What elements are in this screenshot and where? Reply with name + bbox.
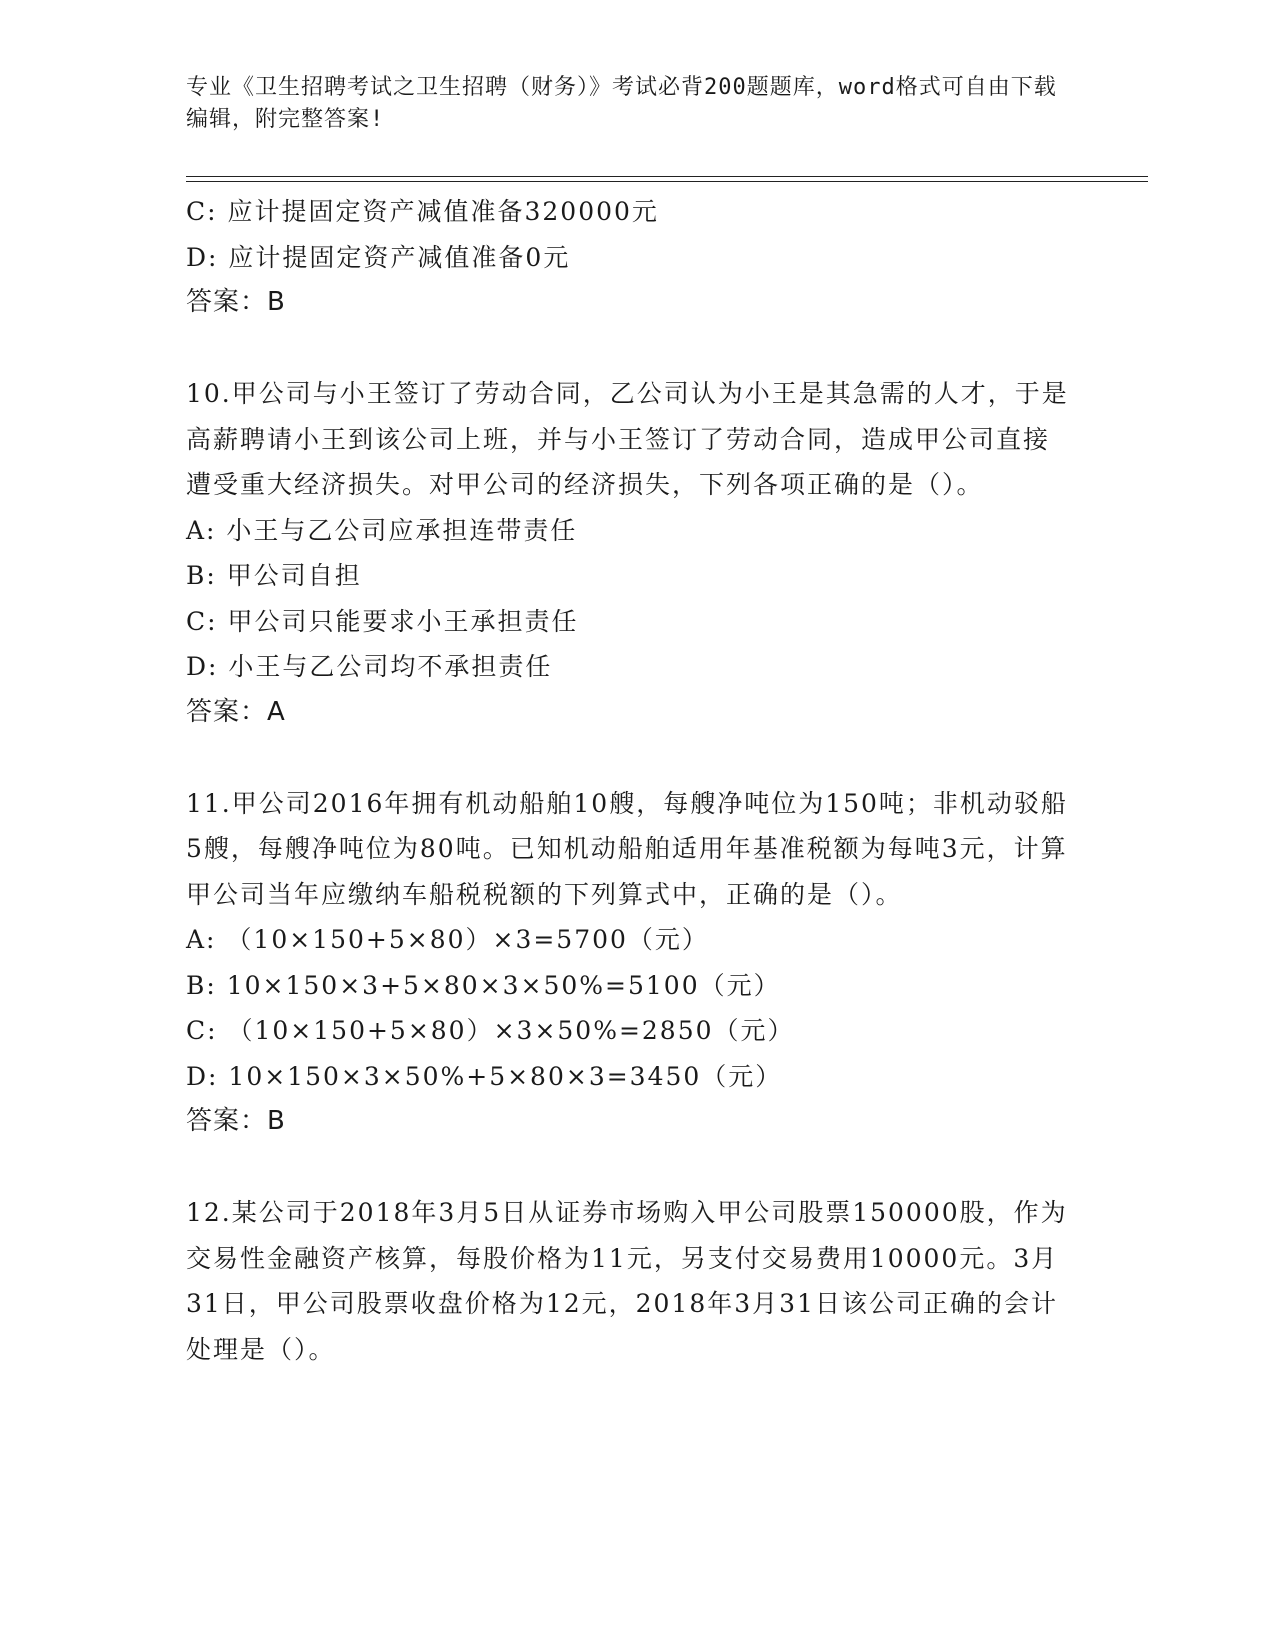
- option-a: A: 小王与乙公司应承担连带责任: [186, 515, 578, 545]
- header-divider-top: [186, 176, 1148, 177]
- option-d: D: 小王与乙公司均不承担责任: [186, 652, 553, 681]
- option-c: C: 甲公司只能要求小王承担责任: [186, 606, 579, 636]
- question-stem: 11.甲公司2016年拥有机动船舶10艘，每艘净吨位为150吨；非机动驳船5艘，每艘净吨位为80吨。已知机动船舶适用年基准税额为每吨3元，计算甲公司当年应缴纳车船税税额的下列算式中，正确的是（）。: [186, 788, 1068, 909]
- spacer: [186, 735, 1076, 781]
- option-a: A: （10×150+5×80）×3=5700（元）: [186, 925, 709, 954]
- question-11: [186, 781, 1076, 1145]
- spacer: [186, 1145, 1076, 1191]
- question-10: [186, 371, 1076, 735]
- answer-label: 答案：B: [186, 1106, 286, 1136]
- question-stem: 10.甲公司与小王签订了劳动合同，乙公司认为小王是其急需的人才，于是高薪聘请小王到该公司上班，并与小王签订了劳动合同，造成甲公司直接遭受重大经济损失。对甲公司的经济损失，下列各项正确的是（）。: [186, 379, 1069, 499]
- document-title: 专业《卫生招聘考试之卫生招聘（财务）》考试必背200题题库，word格式可自由下载编辑，附完整答案!: [186, 75, 1057, 132]
- option-d: D: 10×150×3×50%+5×80×3=3450（元）: [186, 1061, 783, 1091]
- document-body: [186, 189, 1076, 1372]
- question-stem: 12.某公司于2018年3月5日从证券市场购入甲公司股票150000股，作为交易性金融资产核算，每股价格为11元，另支付交易费用10000元。3月31日，甲公司股票收盘价格为12元，2018年3月31日该公司正确的会计处理是（）。: [186, 1198, 1068, 1364]
- option-c: C: （10×150+5×80）×3×50%=2850（元）: [186, 1016, 795, 1045]
- option-b: B: 甲公司自担: [186, 561, 362, 590]
- answer-label: 答案：A: [186, 696, 286, 727]
- option-b: B: 10×150×3+5×80×3×50%=5100（元）: [186, 970, 781, 1000]
- header-divider-bottom: [186, 181, 1148, 182]
- spacer: [186, 326, 1076, 372]
- question-9-tail: [186, 189, 1076, 326]
- option-d: D: 应计提固定资产减值准备0元: [186, 242, 571, 272]
- question-12: [186, 1190, 1076, 1372]
- answer-label: 答案：B: [186, 287, 286, 317]
- option-c: C: 应计提固定资产减值准备320000元: [186, 197, 659, 226]
